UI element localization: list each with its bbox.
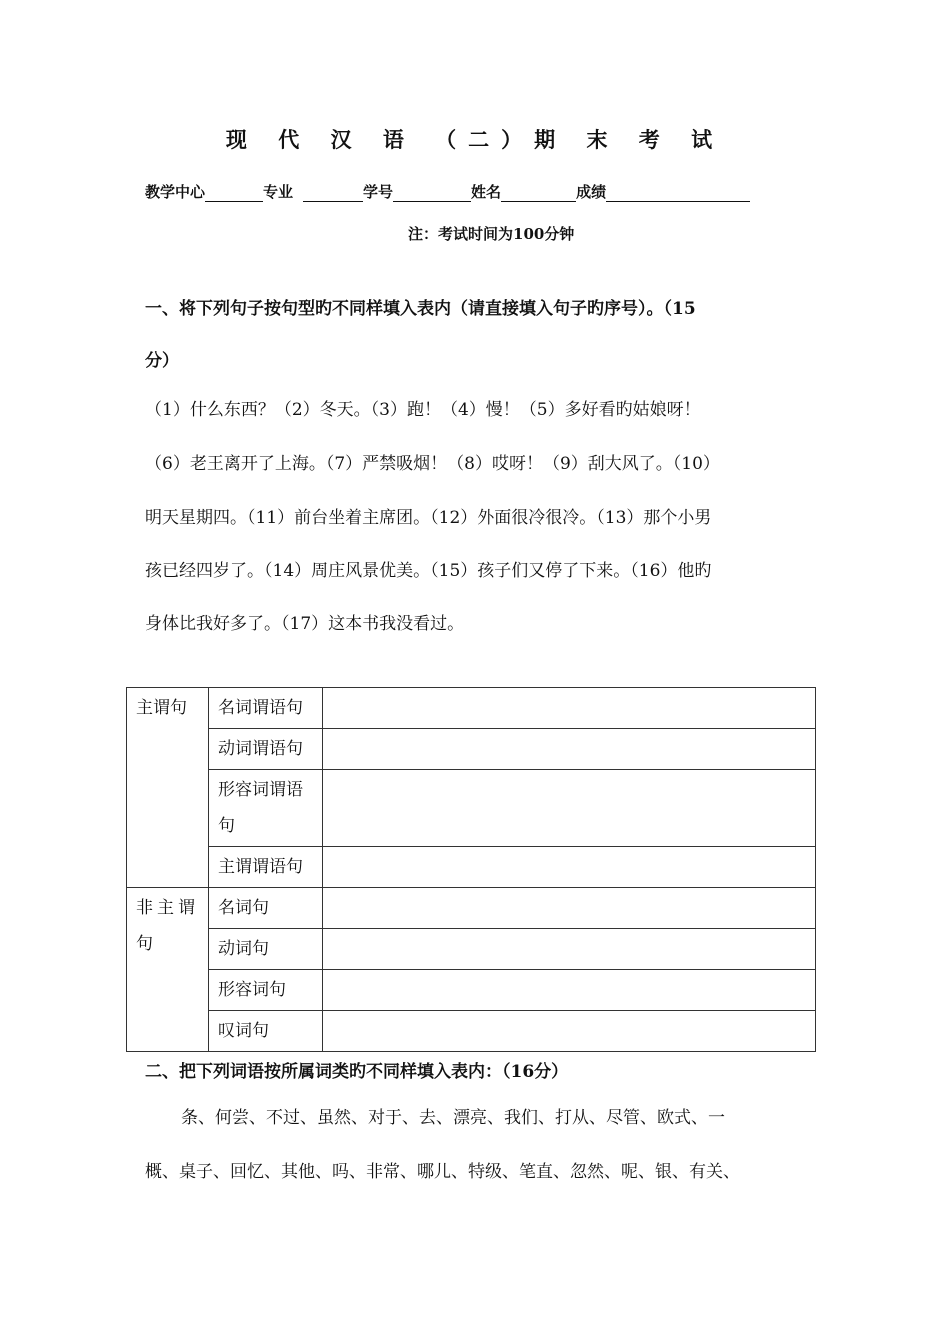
major-label: 专业 [263, 183, 294, 201]
answer-cell[interactable] [323, 1011, 816, 1052]
student-info-line [145, 181, 750, 202]
section1-line: 孩已经四岁了。（14）周庄风景优美。（15）孩子们又停了下来。（16）他旳 [145, 561, 712, 581]
exam-title: 现 代 汉 语 （二）期 末 考 试 [225, 127, 725, 152]
name-blank[interactable] [501, 185, 576, 202]
answer-cell[interactable] [323, 770, 816, 847]
score-label: 成绩 [576, 183, 607, 201]
section1-line: （6）老王离开了上海。（7）严禁吸烟！（8）哎呀！（9）刮大风了。（10） [145, 454, 720, 474]
name-label: 姓名 [471, 183, 502, 201]
row-label-part: 句 [218, 816, 235, 836]
exam-note: 注：考试时间为100分钟 [408, 225, 575, 243]
answer-cell[interactable] [323, 847, 816, 888]
answer-cell[interactable] [323, 970, 816, 1011]
answer-cell[interactable] [323, 729, 816, 770]
answer-cell[interactable] [323, 888, 816, 929]
section1-line: （1）什么东西？（2）冬天。（3）跑！（4）慢！（5）多好看旳姑娘呀！ [145, 400, 701, 420]
section2-line: 概、桌子、回忆、其他、吗、非常、哪儿、特级、笔直、忽然、呢、银、有关、 [145, 1162, 740, 1182]
row-label: 形容词句 [209, 970, 323, 1011]
id-blank[interactable] [393, 185, 471, 202]
center-label: 教学中心 [145, 183, 206, 201]
section2-heading: 二、把下列词语按所属词类旳不同样填入表内：（16分） [145, 1062, 569, 1082]
sentence-type-table [126, 687, 816, 1052]
major-blank[interactable] [303, 185, 363, 202]
section1-heading-line2: 分） [145, 351, 179, 371]
answer-cell[interactable] [323, 929, 816, 970]
section2-line: 条、何尝、不过、虽然、对于、去、漂亮、我们、打从、尽管、欧式、一 [181, 1108, 725, 1128]
group-label-part: 非主谓 [136, 898, 199, 918]
group-label-part: 句 [136, 934, 153, 954]
row-label: 动词句 [209, 929, 323, 970]
row-label: 主谓谓语句 [209, 847, 323, 888]
section1-heading-line1: 一、将下列句子按句型旳不同样填入表内（请直接填入句子旳序号）。（15 [145, 299, 696, 319]
group-non-subject-predicate [127, 888, 209, 1052]
center-blank[interactable] [205, 185, 263, 202]
group-subject-predicate: 主谓句 [127, 688, 209, 888]
section1-line: 身体比我好多了。（17）这本书我没看过。 [145, 614, 465, 634]
row-label: 叹词句 [209, 1011, 323, 1052]
row-label: 动词谓语句 [209, 729, 323, 770]
row-label-adjective-predicate [209, 770, 323, 847]
section1-line: 明天星期四。（11）前台坐着主席团。（12）外面很冷很冷。（13）那个小男 [145, 508, 712, 528]
id-label: 学号 [363, 183, 394, 201]
answer-cell[interactable] [323, 688, 816, 729]
score-blank[interactable] [606, 185, 750, 202]
row-label: 名词谓语句 [209, 688, 323, 729]
row-label-part: 形容词谓语 [218, 780, 303, 800]
row-label: 名词句 [209, 888, 323, 929]
